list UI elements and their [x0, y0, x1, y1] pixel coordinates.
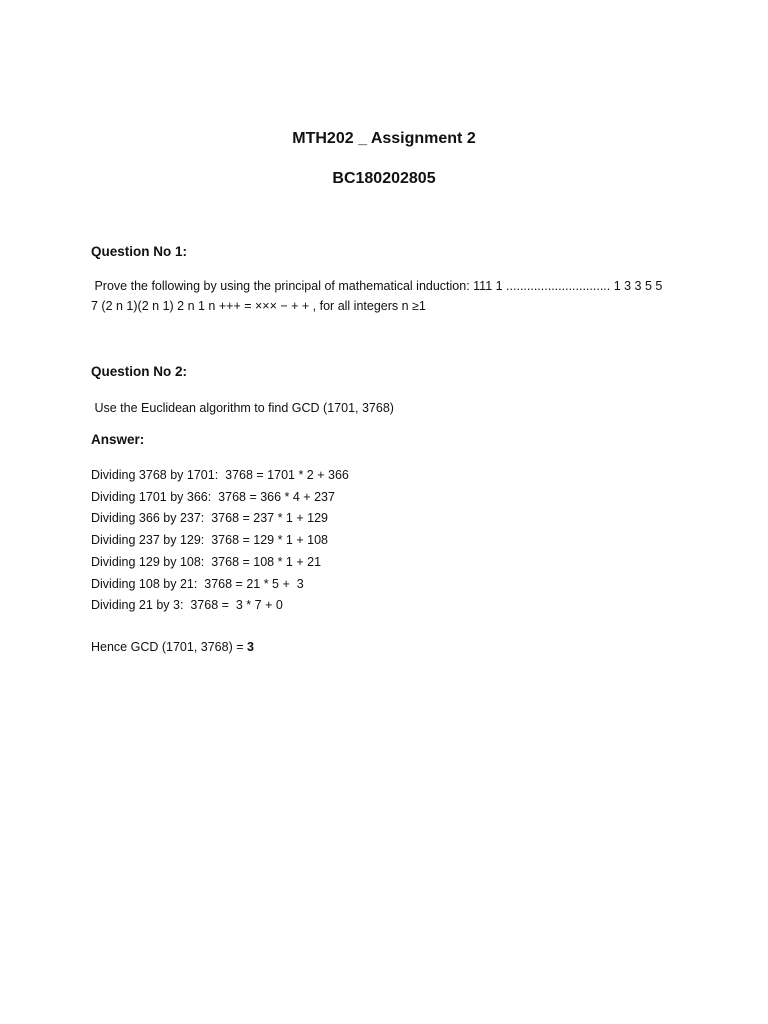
division-step: Dividing 108 by 21: 3768 = 21 * 5 + 3: [91, 576, 304, 591]
gcd-result: [91, 640, 254, 654]
division-step: Dividing 3768 by 1701: 3768 = 1701 * 2 + 366: [91, 468, 349, 482]
division-step: Dividing 237 by 129: 3768 = 129 * 1 + 108: [91, 533, 328, 548]
question-1-heading: Question No 1:: [91, 244, 188, 259]
answer-heading: Answer:: [91, 432, 145, 447]
gcd-result-value: 3: [247, 640, 254, 654]
document-title: MTH202 _ Assignment 2: [292, 130, 476, 147]
division-step: Dividing 129 by 108: 3768 = 108 * 1 + 21: [91, 554, 322, 569]
division-steps-list: [91, 465, 349, 617]
question-2-text: Use the Euclidean algorithm to find GCD (1701, 3768): [91, 401, 394, 415]
division-step: Dividing 1701 by 366: 3768 = 366 * 4 + 237: [91, 489, 335, 504]
gcd-result-label: Hence GCD (1701, 3768) =: [91, 640, 247, 654]
question-1-line-2: 7 (2 n 1)(2 n 1) 2 n 1 n +++ = ××× − + + , for all integers n ≥1: [91, 299, 426, 313]
question-1-text: [91, 276, 691, 316]
division-step: Dividing 366 by 237: 3768 = 237 * 1 + 129: [91, 511, 328, 526]
question-2-heading: Question No 2:: [91, 364, 188, 379]
division-step: Dividing 21 by 3: 3768 = 3 * 7 + 0: [91, 598, 283, 613]
question-1-line-1: Prove the following by using the principal of mathematical induction: 111 1 .............................. 1 3 3 5 5: [91, 279, 663, 293]
student-id: BC180202805: [332, 170, 436, 187]
